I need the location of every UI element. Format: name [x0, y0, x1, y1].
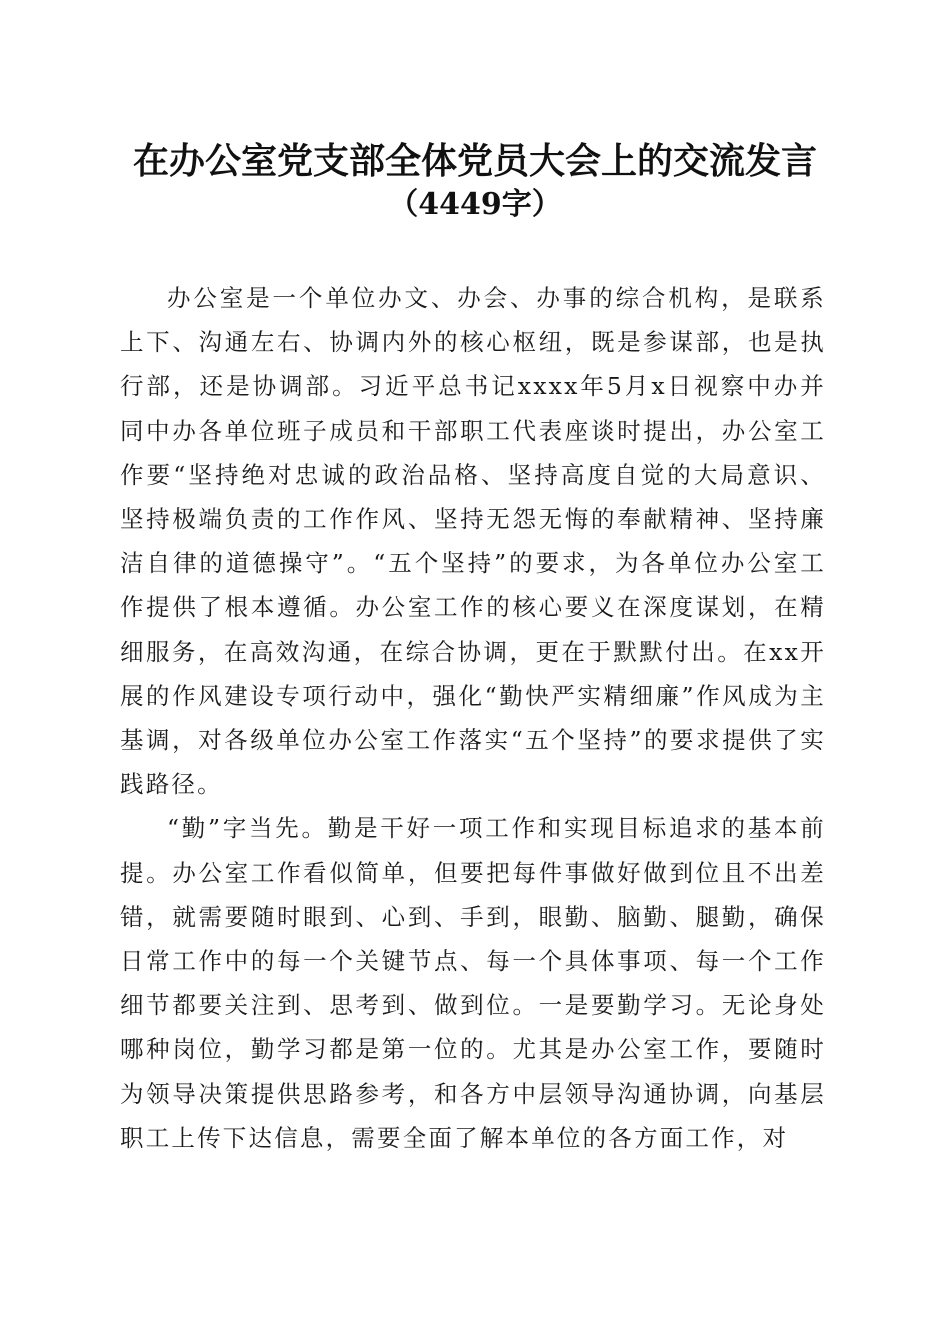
document-title-block — [80, 138, 870, 226]
paragraph: “勤”字当先。勤是干好一项工作和实现目标追求的基本前提。办公室工作看似简单，但要把每件事做好做到位且不出差错，就需要随时眼到、心到、手到，眼勤、脑勤、腿勤，确保日常工作中的每一个关键节点、每一个具体事项、每一个工作细节都要关注到、思考到、做到位。一是要勤学习。无论身处哪种岗位，勤学习都是第一位的。尤其是办公室工作，要随时为领导决策提供思路参考，和各方中层领导沟通协调，向基层职工上传下达信息，需要全面了解本单位的各方面工作，对 — [120, 814, 826, 1152]
document-body — [120, 276, 826, 1160]
paragraph: 办公室是一个单位办文、办会、办事的综合机构，是联系上下、沟通左右、协调内外的核心枢纽，既是参谋部，也是执行部，还是协调部。习近平总书记xxxx年5月x日视察中办并同中办各单位班子成员和干部职工代表座谈时提出，办公室工作要“坚持绝对忠诚的政治品格、坚持高度自觉的大局意识、坚持极端负责的工作作风、坚持无怨无悔的奉献精神、坚持廉洁自律的道德操守”。“五个坚持”的要求，为各单位办公室工作提供了根本遵循。办公室工作的核心要义在深度谋划，在精细服务，在高效沟通，在综合协调，更在于默默付出。在xx开展的作风建设专项行动中，强化“勤快严实精细廉”作风成为主基调，对各级单位办公室工作落实“五个坚持”的要求提供了实践路径。 — [120, 284, 826, 799]
document-title: 在办公室党支部全体党员大会上的交流发言 — [132, 140, 817, 182]
word-count: （4449字） — [388, 187, 562, 222]
